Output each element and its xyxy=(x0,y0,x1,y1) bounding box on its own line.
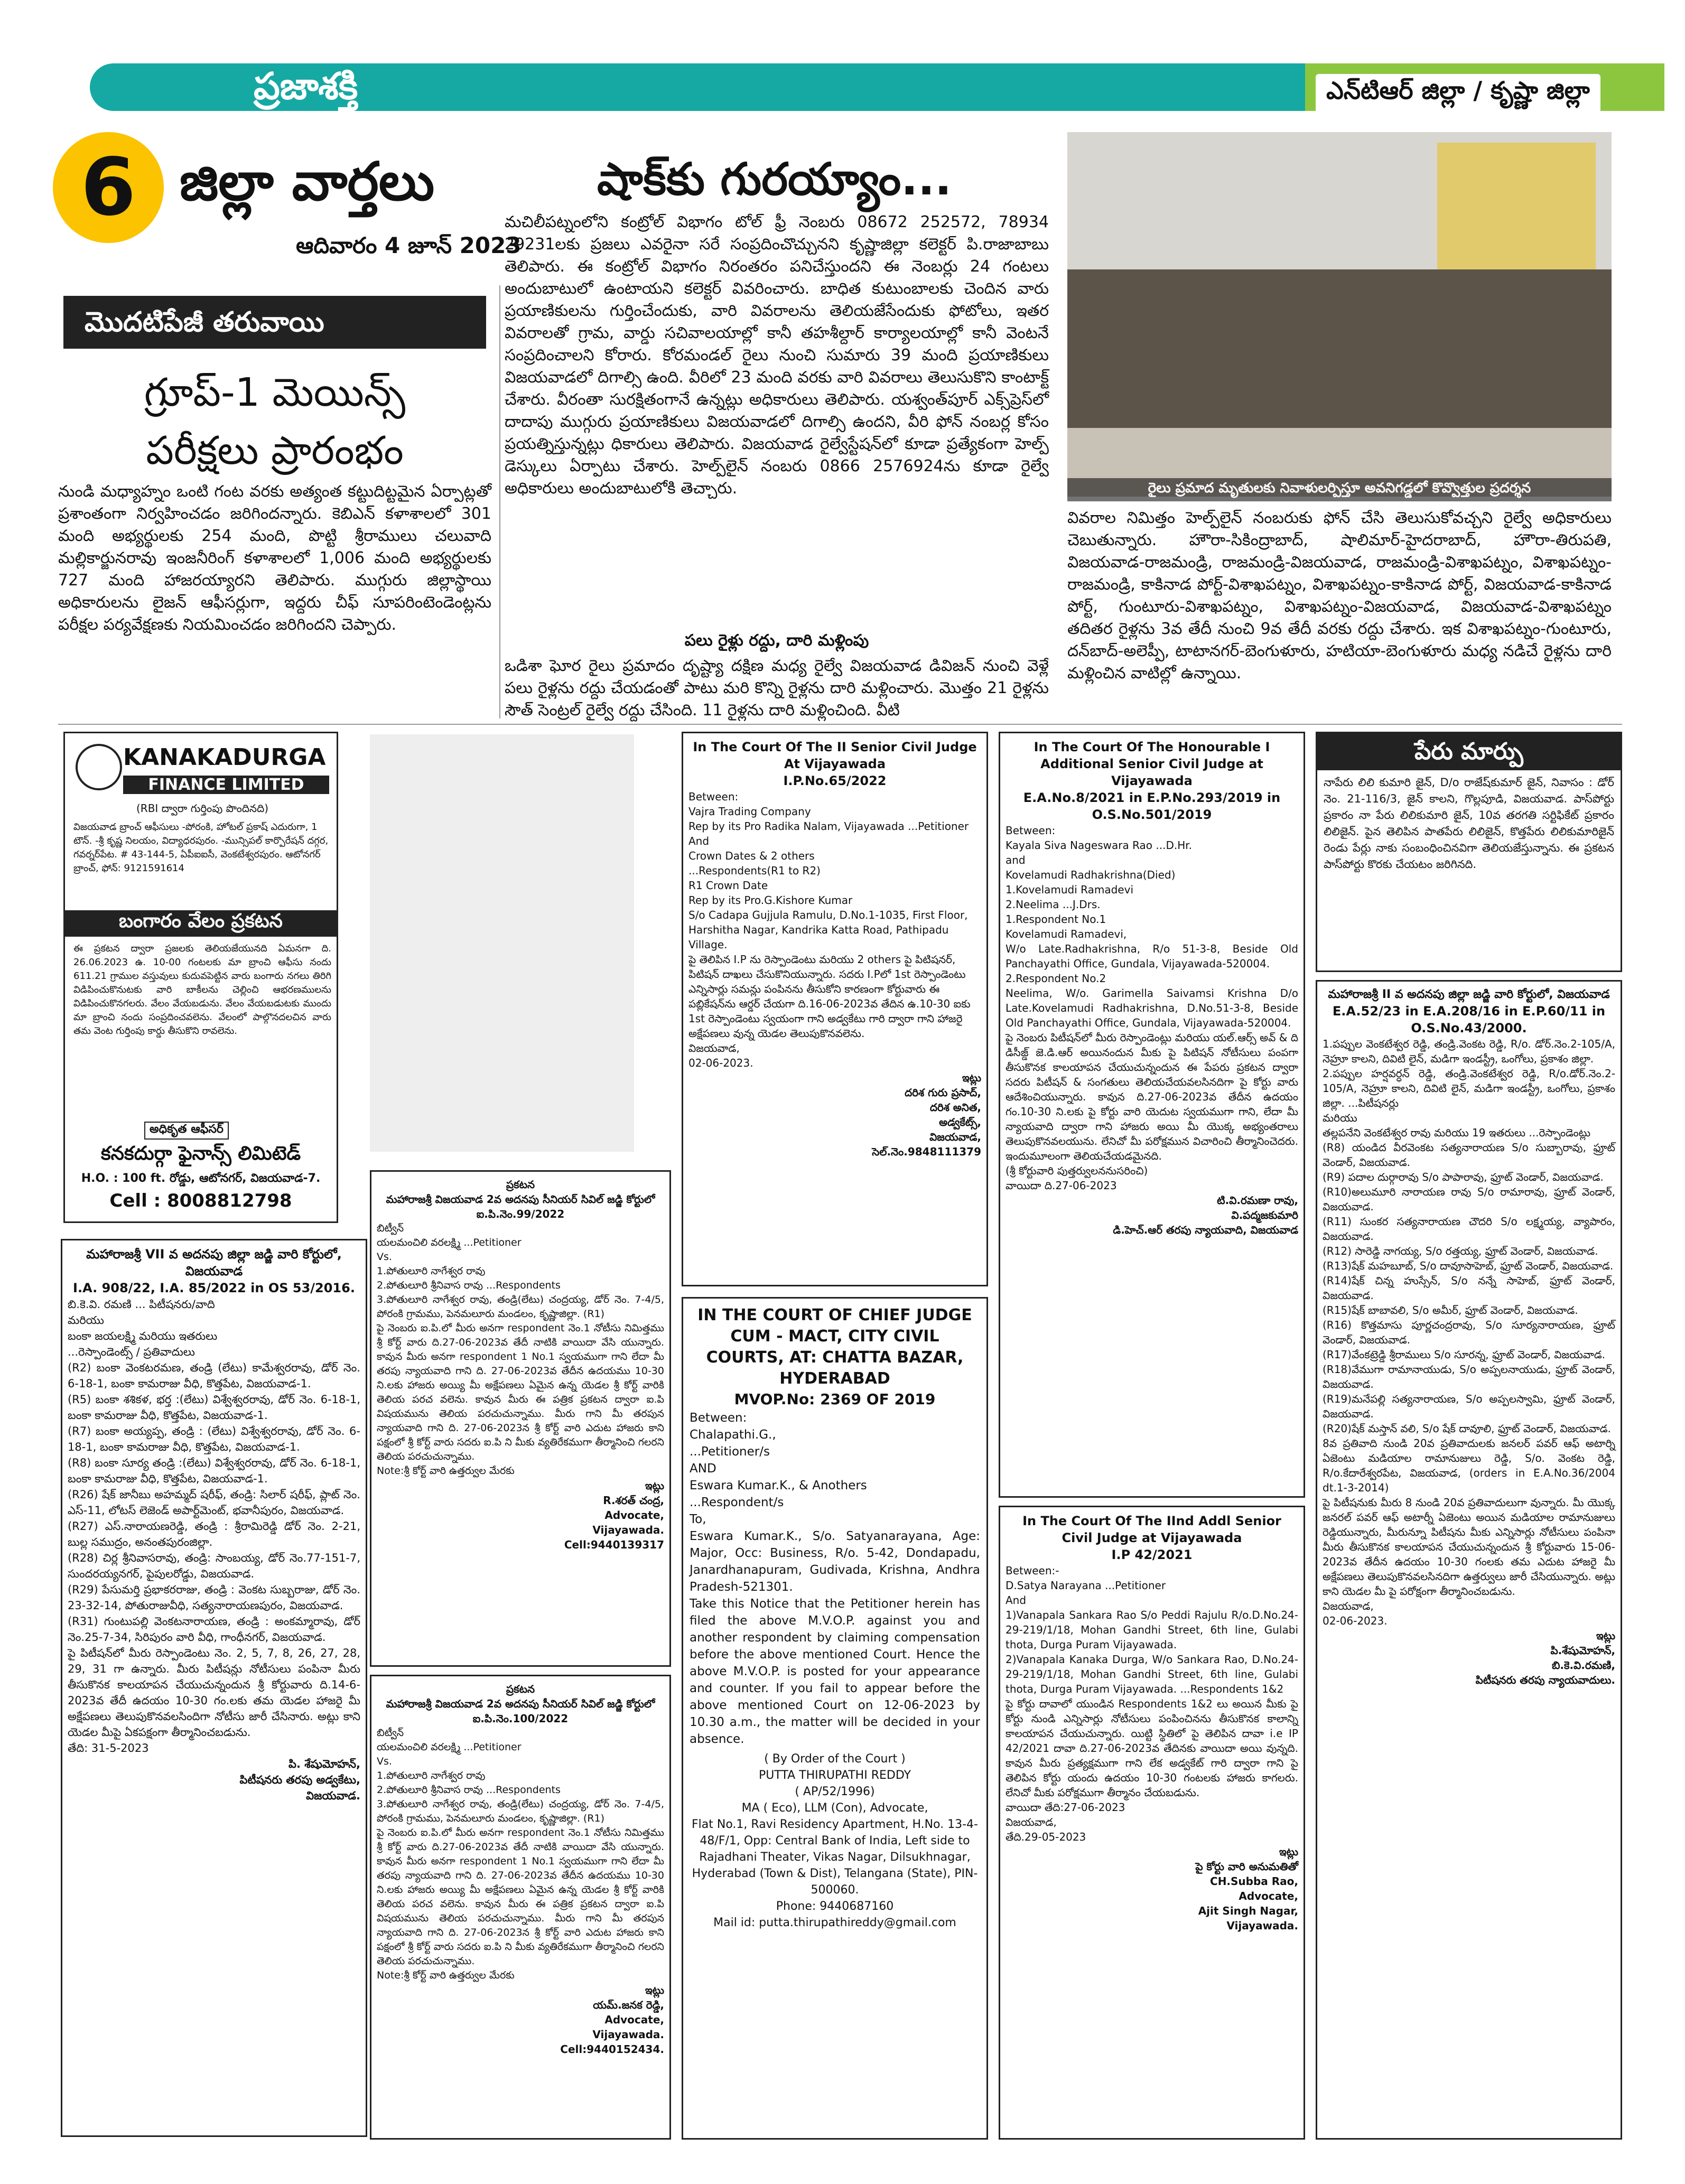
rbi-note: (RBI ద్వారా గుర్తింపు పొందినది) xyxy=(136,802,268,815)
notice-65-body: Between: Vajra Trading Company Rep by its Pro Radika Nalam, Vijayawada ...Petitioner And Crown Dates & 2 others ...Respondents(R1 to R2) R1 Crown Date Rep by its Pro.G.Kishore Kumar S/o Cadapa Gujjula Ramulu, D.No.1-1035, First Floor, Harshitha Nagar, Kandrika Katta Road, Pathipadu Village. పై తెలిపిన I.P ను రెస్పాండెంటు మరియు 2 others పై పిటిషనర్, పిటిషన్ దాఖలు చేసుకొనియున్నారు. సదరు I.Pలో 1st రెస్పాండెంటు ఎన్నిసార్లు సమన్లు పంపినను తీసుకోని కారణంగా కోర్టువారు ఈ పబ్లికేషన్‌ను ఆర్డర్ చేయగా ది.16-06-2023వ తేదిన ఉ.10-30 ఐకు 1st రెస్పాండెంటు స్వయంగా గాని అడ్వకేటు గారి ద్వారా గాని హాజరై అక్షేపణలు వున్న యెడల తెలుపుకొనవలెను. విజయవాడ, 02-06-2023. xyxy=(688,790,971,1069)
continued-headline-1: గ్రూప్-1 మెయిన్స్ xyxy=(144,370,406,415)
shock-headline: షాక్‌కు గురయ్యాం... xyxy=(597,153,952,205)
notice-ip-99 xyxy=(370,1170,671,1667)
continued-label: మొదటిపేజీ తరువాయి xyxy=(63,296,486,349)
notice-ii-signer: ఇట్లు పి.శేషుమోహన్, బి.కె.వి.రమణి, పిటీషనరు తరపు న్యాయవాదులు. xyxy=(1475,1629,1615,1686)
shock-body-2: ఒడిశా ఘోర రైలు ప్రమాదం దృష్ట్యా దక్షిణ మధ్య రైల్వే విజయవాడ డివిజన్ నుంచి వెళ్లే పలు రైళ్లను రద్దు చేయడంతో పాటు మరి కొన్ని రైళ్లను దారి మళ్లించారు. మొత్తం 21 రైళ్లను సౌత్ సెంట్రల్ రైల్వే రద్దు చేసింది. 11 రైళ్లను దారి మళ్లించింది. వీటి xyxy=(505,657,1054,720)
notice-ip42-signer: ఇట్లు పై కోర్టు వారి అనుమతితో CH.Subba Rao, Advocate, Ajit Singh Nagar, Vijayawada. xyxy=(1195,1845,1298,1932)
notice-mact-case: MVOP.No: 2369 OF 2019 xyxy=(734,1390,936,1408)
notice-ii-title: మహారాజశ్రీ II వ అదనపు జిల్లా జడ్జి వారి కోర్టులో, విజయవాడ xyxy=(1328,988,1610,1001)
notice-vii-title: మహారాజశ్రీ VII వ అదనపు జిల్లా జడ్జి వారి కోర్టులో, విజయవాడ xyxy=(86,1247,342,1278)
notice-vii-body: బి.కె.వి. రమణి ... పిటీషనరు/వాది మరియు బంకా జయలక్ష్మి మరియు ఇతరులు ...రెస్పాండెంట్స్ / ప్రతివాదులు (R2) బంకా వెంకటరమణ, తండ్రి (లేటు) కామేశ్వరరావు, డోర్ నెం. 6-18-1, బంకా కామరాజు వీధి, కొత్తపేట, విజయవాడ-1. (R5) బంకా శశికళ, భర్త :(లేటు) విశ్వేశ్వరరావు, డోర్ నెం. 6-18-1, బంకా కామరాజు వీధి, కొత్తపేట, విజయవాడ-1. (R7) బంకా అయ్యప్ప, తండ్రి : (లేటు) విశ్వేశ్వరరావు, డోర్ నెం. 6-18-1, బంకా కామరాజు వీధి, కొత్తపేట, విజయవాడ-1. (R8) బంకా సూర్య తండ్రి :(లేటు) విశ్వేశ్వరరావు, డోర్ నెం. 6-18-1, బంకా కామరాజు వీధి, కొత్తపేట, విజయవాడ-1. (R26) షేక్ జానీబు అహమ్మద్ షరీఫ్, తండ్రి: సిలార్ షరీఫ్, ప్లాట్ నెం. ఎస్-11, లోటస్ లెజెండ్ అపార్ట్‌మెంట్, భవానీపురం, విజయవాడ. (R27) ఎస్.నారాయణరెడ్డి, తండ్రి : శ్రీరామిరెడ్డి డోర్ నెం. 2-21, బుల్ల సముద్రం, అనంతపురంజిల్లా. (R28) చిర్ల శ్రీనివాసరావు, తండ్రి: సాంబయ్య, డోర్ నెం.77-151-7, సుందరయ్యనగర్, పైపులరోడ్డు, విజయవాడ. (R29) పేసుమర్తి ప్రభాకరరాజు, తండ్రి : వెంకట సుబ్బరాజు, డోర్ నెం. 23-32-14, పోతురాజువీధి, సత్యనారాయణపురం, విజయవాడ. (R31) గుంటుపల్లి వెంకటనారాయణ, తండ్రి : అంకమ్మారావు, డోర్ నెం.25-7-34, సిరిపురం వారి వీధి, గాంధీనగర్, విజయవాడ. పై పిటీషన్‌లో మీరు రెస్పాండెంటు నెం. 2, 5, 7, 8, 26, 27, 28, 29, 31 గా ఉన్నారు. మీరు పిటీషన్లు నోటీసులు పంపినా మీరు తీసుకొనక కాలయాపన చేయుచున్నందున శ్రీ కోర్టువారు ది.14-6-2023వ తేదీ ఉదయం 10-30 గం.లకు తమ యెడల హాజరై మీ అక్షేపణలు తెలుపుకొనవలసిందిగా నోటీసు జారీ చేసినారు. అట్లు కాని యెడల మీపై ఏకపక్షంగా తీర్మానించబడును. తేది: 31-5-2023 xyxy=(68,1298,360,1754)
notice-ii-case: E.A.52/23 in E.A.208/16 in E.P.60/11 in O.S.No.43/2000. xyxy=(1332,1004,1606,1035)
notice-ea8-signer: టి.వి.రమణా రావు, వి.పద్మజకుమారి డి.హెచ్.ఆర్ తరపు న్యాయవాది, విజయవాడ xyxy=(1113,1194,1298,1236)
notice-ip-100 xyxy=(370,1675,671,2140)
notice-vii-signer: పి. శేషుమోహన్, పిటీషనరు తరపు అడ్వకేటు, విజయవాడ. xyxy=(239,1758,360,1802)
notice-ii-body: 1.పప్పుల వెంకటేశ్వర రెడ్డి, తండ్రి.వెంకట రెడ్డి, R/o. డోర్.నెం.2-105/A, నెహ్రూ కాలని, దివిటి లైన్, మడిగా ఇండస్ట్రీ, ఒంగోలు, ప్రకాశం జిల్లా. 2.పప్పుల హర్షవర్ధన్ రెడ్డి, తండ్రి.వెంకటేశ్వర రెడ్డి, R/o.డోర్.నెం.2-105/A, నెహ్రూ కాలని, దివిటి లైన్, మడిగా ఇండస్ట్రీ, ఒంగోలు, ప్రకాశం జిల్లా. ...పిటీషనర్లు మరియు తల్లపనేని వెంకటేశ్వర రావు మరియు 19 ఇతరులు ...రెస్పాండెంట్లు (R8) యండిద వీరవెంకట సత్యనారాయణ S/o సుబ్బారావు, ఫ్రూట్ వెండార్, విజయవాడ. (R9) పదాల దుర్గారావు S/o పాపారావు, ఫ్రూట్ వెండార్, విజయవాడ. (R10)అలుమూరి నారాయణ రావు S/o రామారావు, ఫ్రూట్ వెండార్, విజయవాడ. (R11) సుంకర సత్యనారాయణ చౌదరి S/o లక్ష్మయ్య, వ్యాపారం, విజయవాడ. (R12) సారెడ్డి నాగయ్య, S/o రత్తయ్య, ఫ్రూట్ వెండార్, విజయవాడ. (R13)షేక్ మహబూబ్, S/o దావూసాహెబ్, ఫ్రూట్ వెండార్, విజయవాడ. (R14)షేక్ చిన్న హుస్సేన్, S/o నన్నే సాహెబ్, ఫ్రూట్ వెండార్, విజయవాడ. (R15)షేక్ బాబావలి, S/o అమీర్, ఫ్రూట్ వెండార్, విజయవాడ. (R16) కొత్తమాసు పూర్ణచంద్రరావు, S/o సూర్యనారాయణ, ఫ్రూట్ వెండార్, విజయవాడ. (R17)వేంకట్రెడ్డి శ్రీరాములు S/o సూరన్న, ఫ్రూట్ వెండార్, విజయవాడ. (R18)వేముగా రామానాయుడు, S/o అప్పలనాయుడు, ఫ్రూట్ వెండార్, విజయవాడ. (R19)మనేపల్లి సత్యనారాయణ, S/o అప్పలస్వామి, ఫ్రూట్ వెండార్, విజయవాడ. (R20)షేక్ మస్తాన్ వలి, S/o షేక్ దావూలి, ఫ్రూట్ వెండార్, విజయవాడ. 8వ ప్రతివాది నుండి 20వ ప్రతివాదులకు జనలర్ పవర్ ఆఫ్ అటార్ని ఏజెంటు మడియాల రామానుజులు రెడ్డి, S/o. వెంకట రెడ్డి, R/o.కేదారేశ్వరపేట, విజయవాడ, (orders in E.A.No.36/2004 dt.1-3-2014) పై పిటీషనుకు మీరు 8 నుండి 20వ ప్రతివాదులుగా వున్నారు. మీ యొక్క జనరల్ పవర్ ఆఫ్ అటార్నీ ఏజెంటు అయిన మడియాల రామానుజులు రెడ్డియున్నారు, మీరున్నూ పిటీషను మీకు ఎన్నిసార్లు నోటీసులు పంపినా మీరు తీసుకొనక కాలయాపన చేయుచున్నందున శ్రీ కోర్టువారు 15-06-2023వ తేదీన ఉదయం 10-30 గంలకు తమ ఎదుట హాజరై మీ అక్షేపణలు తెలుపుకొనవలసినదిగా ఉత్తర్వులు జారీ చేసియున్నారు. అట్లు కాని యెడల మీ పై పరోక్షంగా తీర్మానించబడును. విజయవాడ, 02-06-2023. xyxy=(1323,1038,1615,1627)
notice-mact xyxy=(682,1297,988,2140)
notice-mact-body: Between: Chalapathi.G., ...Petitioner/s AND Eswara Kumar.K., & Anothers ...Respondent/s To, Eswara Kumar.K., S/o. Satyanarayana, Age: Major, Occ: Business, R/o. 5-42, Dondapadu, Janardhanapuram, Gudivada, Krishna, Andhra Pradesh-521301. Take this Notice that the Petitioner herein has filed the above M.V.O.P. against you and another respondent by claiming compensation before the above mentioned Court. Hence the above M.V.O.P. is posted for your appearance and counter. If you fail to appear before the above mentioned Court on 12-06-2023 by 10.30 a.m., the matter will be decided in your absence. xyxy=(690,1411,980,1746)
notice-ii-adj xyxy=(1316,980,1622,2140)
notice-ea8-body: Between: Kayala Siva Nageswara Rao ...D.Hr. and Kovelamudi Radhakrishna(Died) 1.Kovelamudi Ramadevi 2.Neelima ...J.Drs. 1.Respondent No.1 Kovelamudi Ramadevi, W/o Late.Radhakrishna, R/o 51-3-8, Beside Old Panchayathi Office, Gundala, Vijayawada-520004. 2.Respondent No.2 Neelima, W/o. Garimella Saivamsi Krishna D/o Late.Kovelamudi Radhakrishna, D.No.51-3-8, Beside Old Panchayathi Office, Gundala, Vijayawada-520004. పై నెంబరు పిటీషన్‌లో మీరు రెస్పాండెంట్లు మరియు యల్.ఆర్స్ అవ్ & ది డిసీజ్డ్ జె.డి.ఆర్ అయినందున మీకు పై పిటిషన్ నోటీసులు పంపగా తీసుకొనక కాలయాపన చేయుచున్నందున ఈ పేపరు ప్రకటన ద్వారా సదరు పిటీషన్ & సంగతులు తెలియచేయవలసినదిగా పై కోర్టు వారు ఆదేశించియున్నారు. కావున ది.27-06-2023వ తేదీన ఉదయం గం.10-30 ని.లకు పై కోర్టు వారి యెదుట స్వయముగా గాని, లేదా మీ న్యాయవాది ద్వారా గాని హాజరు అయి మీ యొక్క అభ్యంతరాలు తెలుపుకొనవలయును. లేనిచో మీ పరోక్షమున విచారించి తీర్మానించెదరు. ఇందుమూలంగా తెలియచేయడమైనది. (శ్రీ కోర్టువారి పుత్తర్వులననుసరించి) వాయిదా ది.27-06-2023 xyxy=(1006,824,1298,1192)
ad-name: KANAKADURGA xyxy=(123,744,326,771)
ad-cell: Cell : 8008812798 xyxy=(109,1190,292,1211)
candlelight-photo xyxy=(1067,132,1612,497)
paper-name: ప్రజాశక్తి xyxy=(254,64,358,108)
notice-mact-signer: ( By Order of the Court ) PUTTA THIRUPATHI REDDY ( AP/52/1996) MA ( Eco), LLM (Con), Advocate, Flat No.1, Ravi Residency Apartment, H.No. 13-4-48/F/1, Opp: Central Bank of India, Left side to Rajadhani Theater, Vikas Nagar, Dilsukhnagar, Hyderabad (Town & Dist), Telangana (State), PIN-500060. Phone: 9440687160 Mail id: putta.thirupathireddy@gmail.com xyxy=(692,1752,978,1929)
name-change-title: పేరు మార్పు xyxy=(1317,733,1621,770)
notice-vii-adj xyxy=(61,1239,367,2137)
notice-65-heading: In The Court Of The II Senior Civil Judge At Vijayawada I.P.No.65/2022 xyxy=(693,740,977,788)
page-number: 6 xyxy=(80,142,136,234)
notice-100-signer: ఇట్లు యమ్.జనక రెడ్డి, Advocate, Vijayawada. Cell:9440152434. xyxy=(560,1984,664,2056)
notice-99-body: బిట్వీన్ యలమంచిలి వరలక్ష్మి ...Petitioner Vs. 1.పోతులూరి నాగేశ్వర రావు 2.పోతులూరి శ్రీనివాస రావు ...Respondents 3.పోతులూరి నాగేశ్వర రావు, తండ్రి(లేటు) చంద్రయ్య, డోర్ నెం. 7-4/5, పోరంకి గ్రామము, పెనమలూరు మండలం, కృష్ణాజిల్లా. (R1) పై నెంబరు ఐ.పి.లో మీరు అనగా respondent నెం.1 నోటీసు నిమిత్తము శ్రీ కోర్ట్ వారు ది.27-06-2023వ తేదీ నాటికి వాయిదా వేసి యున్నారు. కావున మీరు అనగా respondent 1 No.1 స్వయముగా గాని లేదా మీ తరపు న్యాయవాది గాని ది. 27-06-2023వ తేదీన ఉదయము 10-30 ని.లకు హాజరు అయ్యి మీ అక్షేపణలు ఏమైన ఉన్న యెడల శ్రీ కోర్ట్ వారికి తెలియ పరచ వలెను. కావున మీరు ఈ పత్రిక ప్రకటన ద్వారా ఐ.పి విషయమును తెలియ పరచుచున్నాము. మీరు గాని మీ తరపున న్యాయవాది గాని ది. 27-06-2023న శ్రీ కోర్ట్ వారి ఎదుట హాజరు కాని పక్షంలో శ్రీ కోర్ట్ వారు సదరు ఐ.పి ని మీకు వ్యతిరేకముగా తీర్మానించి గలరని తెలియ పరచుచున్నాము. Note:శ్రీ కోర్ట్ వారి ఉత్తర్వుల మేరకు xyxy=(377,1222,664,1477)
kanakadurga-ad xyxy=(63,732,338,1223)
notice-100-body: బిట్వీన్ యలమంచిలి వరలక్ష్మి ...Petitioner Vs. 1.పోతులూరి నాగేశ్వర రావు 2.పోతులూరి శ్రీనివాస రావు ...Respondents 3.పోతులూరి నాగేశ్వర రావు, తండ్రి(లేటు) చంద్రయ్య, డోర్ నెం. 7-4/5, పోరంకి గ్రామము, పెనమలూరు మండలం, కృష్ణాజిల్లా. (R1) పై నెంబరు ఐ.పి.లో మీరు అనగా respondent నెం.1 నోటీసు నిమిత్తము శ్రీ కోర్ట్ వారు ది.27-06-2023వ తేదీ నాటికి వాయిదా వేసి యున్నారు. కావున మీరు అనగా respondent 1 No.1 స్వయముగా గాని లేదా మీ తరపు న్యాయవాది గాని ది. 27-06-2023వ తేదీన ఉదయము 10-30 ని.లకు హాజరు అయ్యి మీ అక్షేపణలు ఏమైన ఉన్న యెడల శ్రీ కోర్ట్ వారికి తెలియ పరచ వలెను. కావున మీరు ఈ పత్రిక ప్రకటన ద్వారా ఐ.పి విషయమును తెలియ పరచుచున్నాము. మీరు గాని మీ తరపున న్యాయవాది గాని ది. 27-06-2023న శ్రీ కోర్ట్ వారి ఎదుట హాజరు కాని పక్షంలో శ్రీ కోర్ట్ వారు సదరు ఐ.పి ని మీకు వ్యతిరేకముగా తీర్మానించి గలరని తెలియ పరచుచున్నాము. Note:శ్రీ కోర్ట్ వారి ఉత్తర్వుల మేరకు xyxy=(377,1727,664,1981)
notice-65-signer: ఇట్లు దరిశ గురు ప్రసాద్, దరిశ అనిత, అడ్వకేట్స్, విజయవాడ, సెల్.నెం.9848111379 xyxy=(872,1071,981,1158)
lotus-icon xyxy=(76,744,122,790)
shock-body: మచిలీపట్నంలోని కంట్రోల్ విభాగం టోల్ ఫ్రీ నెంబరు 08672 252572, 78934 29231లకు ప్రజలు ఎవరైనా సరే సంప్రదించొచ్చునని కృష్ణాజిల్లా కలెక్టర్ పి.రాజాబాబు తెలిపారు. ఈ కంట్రోల్ విభాగం నిరంతరం పనిచేస్తుందని ఈ నెంబర్లు 24 గంటలు అందుబాటులో ఉంటాయని కలెక్టర్ వివరించారు. బాధిత కుటుంబాలకు చెందిన వారు ప్రయాణికులను గుర్తించేందుకు, వారి వివరాలను తెలియజేసేందుకు ఫోటోలు, ఇతర వివరాలతో గ్రామ, వార్డు సచివాలయాల్లో కానీ తహశీల్దార్ కార్యాలయాల్లో కానీ వెంటనే సంప్రదించాలని కోరారు. కోరమండల్ రైలు నుంచి సుమారు 39 మంది ప్రయాణికులు విజయవాడలో దిగాల్సి ఉంది. వీరిలో 23 మంది వరకు వారి వివరాలు తెలుసుకొని కాంటాక్ట్ చేశారు. వీరంతా సురక్షితంగానే ఉన్నట్లు అధికారులు తెలిపారు. యశ్వంత్‌పూర్ ఎక్స్‌ప్రెస్‌లో దాదాపు ముగ్గురు ప్రయాణికులు విజయవాడలో దిగాల్సి ఉందని, వీరి ఫోన్ నంబర్ల కోసం ప్రయత్నిస్తున్నట్లు ధికారులు తెలిపారు. విజయవాడ రైల్వేస్టేషన్‌లో కూడా ప్రత్యేకంగా హెల్ప్ డెస్కులు ఏర్పాటు చేశారు. హెల్ప్‌లైన్ నంబరు 0866 2576924ను కూడా రైల్వే అధికారులు అందుబాటులోకి తెచ్చారు. xyxy=(505,213,1054,498)
notice-99-signer: ఇట్లు R.శరత్ చంద్ర, Advocate, Vijayawada. Cell:9440139317 xyxy=(564,1479,664,1551)
notice-ip42-body: Between:- D.Satya Narayana ...Petitioner And 1)Vanapala Sankara Rao S/o Peddi Rajulu R/o.D.No.24-29-219/1/18, Mohan Gandhi Street, 6th line, Gulabi thota, Durga Puram Vijayawada. 2)Vanapala Kanaka Durga, W/o Sankara Rao, D.No.24-29-219/1/18, Mohan Gandhi Street, 6th line, Gulabi thota, Durga Puram Vijayawada. ...Respondents 1&2 పై కోర్టు దావాలో యుండిన Respondents 1&2 లు అయిన మీకు పై కోర్టు నుండి ఎన్నిసార్లు నోటీసులు పంపించినను తీసుకొనక కాలాన్ని కాలయాపన చేయుచున్నారు. యిట్టి స్థితిలో పై తెలిపిన దావా i.e IP 42/2021 దావా ది.27-06-2023వ తేదినకు వాయిదా అయి వున్నది. కావున మీరు ప్రత్యక్షముగా గాని లేక అడ్వకేట్ గారి ద్వారా గాని పై తెలిపిన కోర్టు యందు ఉదయం 10-30 గంటలకు హాజరు కాగలరు. లేనిచో మీకు పరోక్షముగా తీర్మానం చేయబడును. వాయిదా తేది:27-06-2023 విజయవాడ, తేది.29-05-2023 xyxy=(1006,1564,1298,1843)
continued-headline-2: పరీక్షలు ప్రారంభం xyxy=(146,428,404,473)
notice-ea-8 xyxy=(999,732,1305,1498)
branch-text: విజయవాడ బ్రాంచ్ ఆఫీసులు -పోరంకి, హోటల్ ప్రకాష్ ఎదురుగా, 1 టౌన్. -శ్రీ కృష్ణ నిలయం, విద్యాధరపురం. -మున్సిపల్ కార్పొరేషన్ దగ్గర, గవర్నర్‌పేట. # 43-144-5, ఏపీఐఐసీ, వెంకటేశ్వరపురం. ఆటోనగర్ బ్రాంచ్, ఫోన్: 9121591614 xyxy=(73,822,331,874)
notice-ip-42 xyxy=(999,1506,1305,2140)
notice-99-heading: ప్రకటన మహారాజశ్రీ విజయవాడ 2వ అదనపు సీనియర్ సివిల్ జడ్జి కోర్టులో ఐ.పి.నెం.99/2022 xyxy=(386,1178,655,1220)
gold-auction-text: ఈ ప్రకటన ద్వారా ప్రజలకు తెలియజేయునది ఏమనగా ది. 26.06.2023 ఉ. 10-00 గంటలకు మా బ్రాంచి ఆఫీసు నందు 611.21 గ్రాముల వస్తువులు కుదువపెట్టిన వారు బంగారు నగలు తిరిగి విడిపించుకొనుటకు వారి బాకీలను చెల్లించి ఆభరణములను విడిపించుకొనగలరు. వేలం వేయబడును. వేలం వేయబడుటకు ముందు మా బ్రాంచి నందు సంప్రదించవలెను. వేలంలో పాల్గొనదలచిన వారు తమ వెంట గుర్తింపు కార్డు తీసుకొని రావలెను. xyxy=(73,943,334,1037)
name-change xyxy=(1316,732,1622,972)
notice-ip-65 xyxy=(682,732,988,1286)
gold-auction-title: బంగారం వేలం ప్రకటన xyxy=(65,910,337,937)
notice-vii-case: I.A. 908/22, I.A. 85/2022 in OS 53/2016. xyxy=(73,1281,355,1295)
section-title: జిల్లా వార్తలు xyxy=(180,151,435,212)
district-label: ఎన్‌టిఆర్ జిల్లా / కృష్ణా జిల్లా xyxy=(1316,74,1600,113)
notice-mact-heading: IN THE COURT OF CHIEF JUDGE CUM - MACT, CITY CIVIL COURTS, AT: CHATTA BAZAR, HYDERABAD xyxy=(697,1306,972,1388)
ad-subname: FINANCE LIMITED xyxy=(123,776,329,794)
continued-body: నుండి మధ్యాహ్నం ఒంటి గంట వరకు అత్యంత కట్టుదిట్టమైన ఏర్పాట్లతో ప్రశాంతంగా నిర్వహించడం జరిగిందన్నారు. కెబిఎన్ కళాశాలలో 301 మంది అభ్యర్థులకు 254 మంది, పొట్టి శ్రీరాములు చలువాది మల్లికార్జునరావు ఇంజనీరింగ్ కళాశాలలో 1,006 మంది అభ్యర్థులకు 727 మంది హాజరయ్యారని తెలిపారు. ముగ్గురు జిల్లాస్థాయి అధికారులను లైజన్ ఆఫీసర్లుగా, ఇద్దరు చీఫ్ సూపరింటెండెంట్లను పరీక్షల పర్యవేక్షణకు నియమించడం జరిగిందని చెప్పారు. xyxy=(58,482,497,634)
officer-label: అధికృత ఆఫీసర్ xyxy=(144,1122,229,1140)
crowd-illustration xyxy=(1067,132,1612,497)
name-change-body: నాపేరు లిలి కుమారి జైన్, D/o రాజేష్‌కుమార్ జైన్, నివాసం : డోర్ నెం. 21-116/3, జైన్ కాలని, గొల్లపూడి, విజయవాడ. పాస్‌పోర్టు ప్రకారం నా పేరు లిలికుమారి జైన్, 10వ తరగతి సర్టిఫికేట్ ప్రకారం లిలిజైన్. పైన తెలిపిన పాతపేరు లిలిజైన్, కొత్తపేరు లిలికుమారిజైన్ రెండు పేర్లు నాకు సంబంధించినవిగా తెలియజేస్తున్నాను. ఈ ప్రకటన పాస్‌పోర్టు కొరకు చేయటం జరిగినది. xyxy=(1324,776,1618,871)
notice-ea8-heading: In The Court Of The Honourable I Additional Senior Civil Judge at Vijayawada E.A.No.8/2021 in E.P.No.293/2019 in O.S.No.501/2019 xyxy=(1023,740,1281,822)
shock-subhead: పలు రైళ్లు రద్దు, దారి మళ్లింపు xyxy=(684,631,869,650)
ad-address: H.O. : 100 ft. రోడ్డు, ఆటోనగర్, విజయవాడ-7. xyxy=(81,1172,321,1185)
page-date: ఆదివారం 4 జూన్ 2023 xyxy=(296,232,522,258)
blank-ad-space xyxy=(370,734,634,1152)
ad-footer-name: కనకదుర్గా ఫైనాన్స్ లిమిటెడ్ xyxy=(100,1143,301,1164)
photo-caption: రైలు ప్రమాద మృతులకు నివాళులర్పిస్తూ అవనిగడ్డలో కొవ్వొత్తుల ప్రదర్శన xyxy=(1067,478,1612,501)
notice-100-heading: ప్రకటన మహారాజశ్రీ విజయవాడ 2వ అదనపు సీనియర్ సివిల్ జడ్జి కోర్టులో ఐ.పి.నెం.100/2022 xyxy=(386,1683,655,1725)
shock-body-3: వివరాల నిమిత్తం హెల్ప్‌లైన్ నంబరుకు ఫోన్ చేసి తెలుసుకోవచ్చని రైల్వే అధికారులు చెబుతున్నారు. హౌరా-సికింద్రాబాద్, షాలిమార్-హైదరాబాద్, హౌరా-తిరుపతి, విజయవాడ-రాజమండ్రి, రాజమండ్రి-విజయవాడ, రాజమండ్రి-విశాఖపట్నం, విశాఖపట్నం-రాజమండ్రి, కాకినాడ పోర్ట్-విశాఖపట్నం, విశాఖపట్నం-కాకినాడ పోర్ట్, విజయవాడ-కాకినాడ పోర్ట్, గుంటూరు-విశాఖపట్నం, విశాఖపట్నం-విజయవాడ, విజయవాడ-విశాఖపట్నం తదితర రైళ్లను 3వ తేదీ నుంచి 9వ తేదీ వరకు రద్దు చేశారు. ఇక విశాఖపట్నం-గుంటూరు, దన్‌బాద్-అలెప్పీ, టాటానగర్-బెంగుళూరు, హటియా-బెంగుళూరు మధ్య నడిచే రైళ్లను దారి మళ్లించిన వాటిల్లో ఉన్నాయి. xyxy=(1067,509,1617,683)
notice-ip42-heading: In The Court Of The IInd Addl Senior Civil Judge at Vijayawada I.P 42/2021 xyxy=(1022,1514,1281,1562)
